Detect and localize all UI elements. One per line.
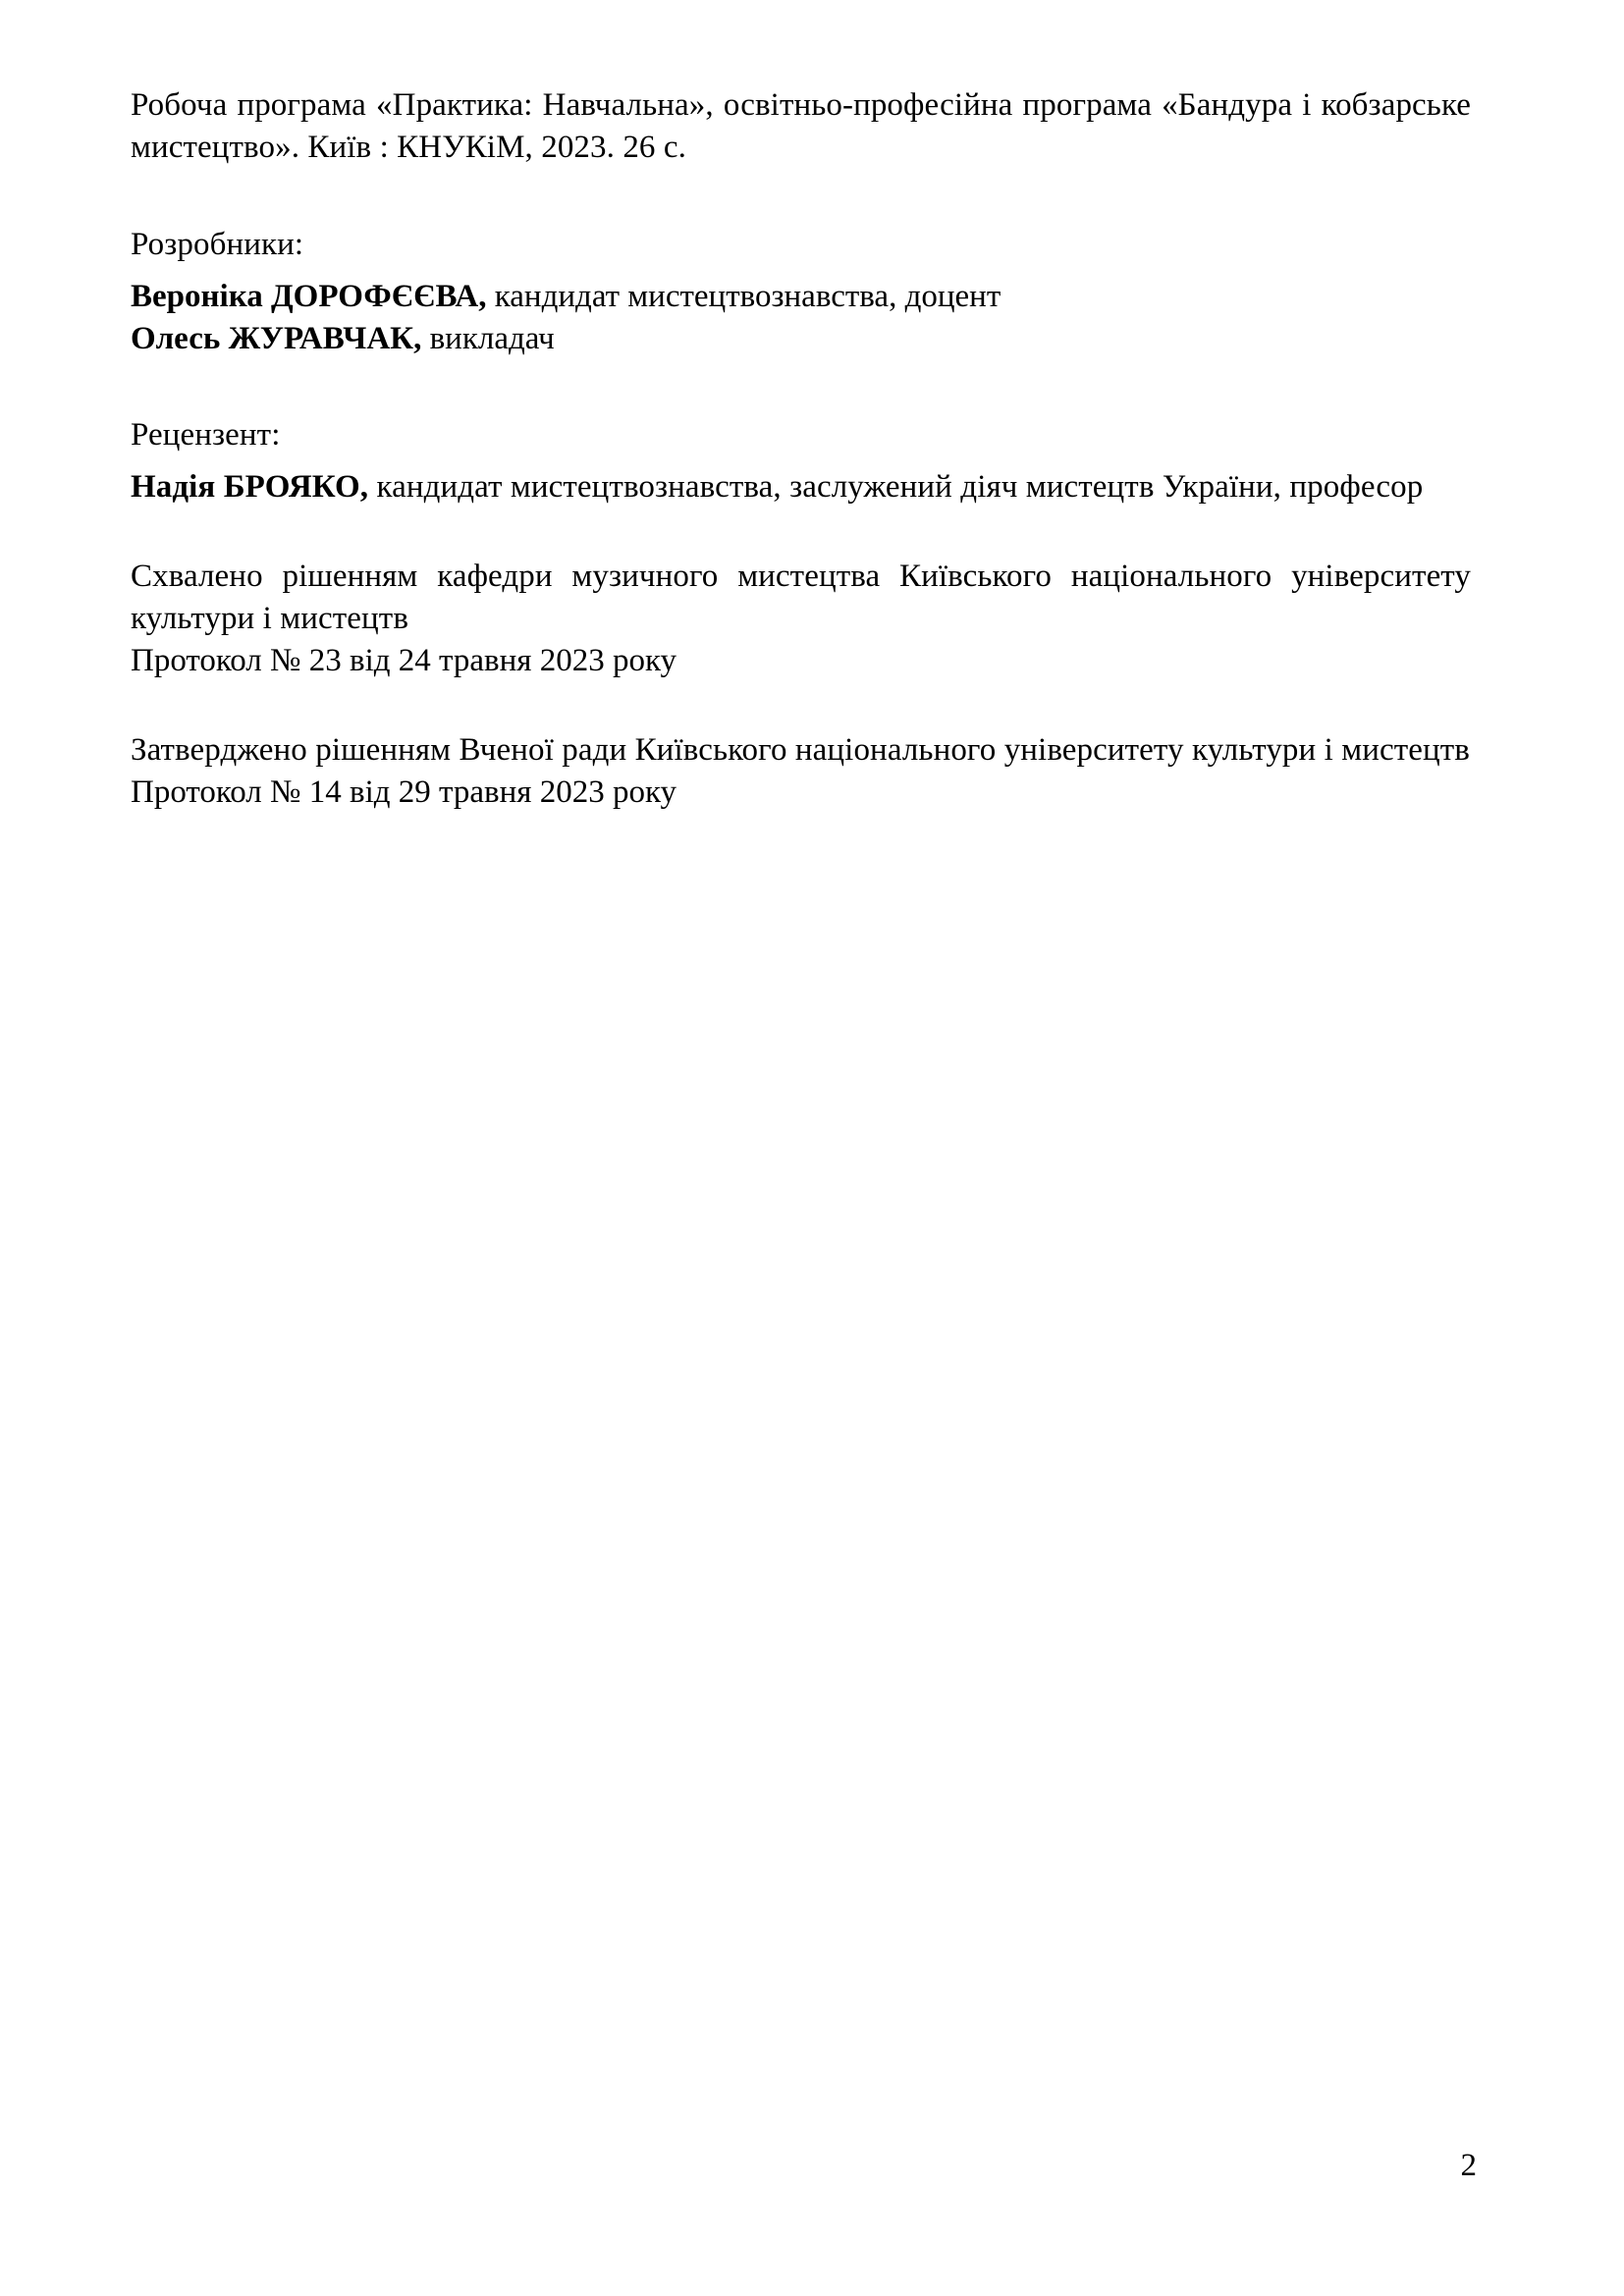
spacer — [131, 266, 1471, 276]
reviewer-heading: Рецензент: — [131, 417, 281, 454]
developer-entry-1 — [131, 276, 1471, 318]
council-approval-statement: Затверджено рішенням Вченої ради Київського національного університету культури і мистецтв — [131, 731, 1470, 768]
council-approval-protocol: Протокол № 14 від 29 травня 2023 року — [131, 774, 677, 810]
developer-credentials-2: викладач — [421, 320, 555, 356]
developers-heading: Розробники: — [131, 226, 304, 262]
page-content — [131, 84, 1471, 814]
reviewer-entry — [131, 466, 1471, 508]
developer-name-2: Олесь ЖУРАВЧАК, — [131, 320, 422, 356]
spacer — [131, 359, 1471, 414]
reviewer-name: Надія БРОЯКО, — [131, 469, 369, 506]
spacer — [131, 682, 1471, 729]
spacer — [131, 169, 1471, 224]
reviewer-credentials: кандидат мистецтвознавства, заслужений діяч мистецтв України, професор — [368, 469, 1424, 506]
developer-name-1: Вероніка ДОРОФЄЄВА, — [131, 278, 487, 314]
department-approval-statement: Схвалено рішенням кафедри музичного мистецтва Київського національного університету культури і мистецтв — [131, 559, 1471, 637]
developer-entry-2 — [131, 318, 1471, 360]
page-number: 2 — [1460, 2148, 1477, 2183]
department-approval-protocol: Протокол № 23 від 24 травня 2023 року — [131, 643, 677, 679]
citation-paragraph: Робоча програма «Практика: Навчальна», освітньо-професійна програма «Бандура і кобзарське мистецтво». Київ : КНУКіМ, 2023. 26 с. — [131, 87, 1471, 165]
spacer — [131, 508, 1471, 556]
developer-credentials-1: кандидат мистецтвознавства, доцент — [486, 278, 1001, 314]
spacer — [131, 456, 1471, 466]
